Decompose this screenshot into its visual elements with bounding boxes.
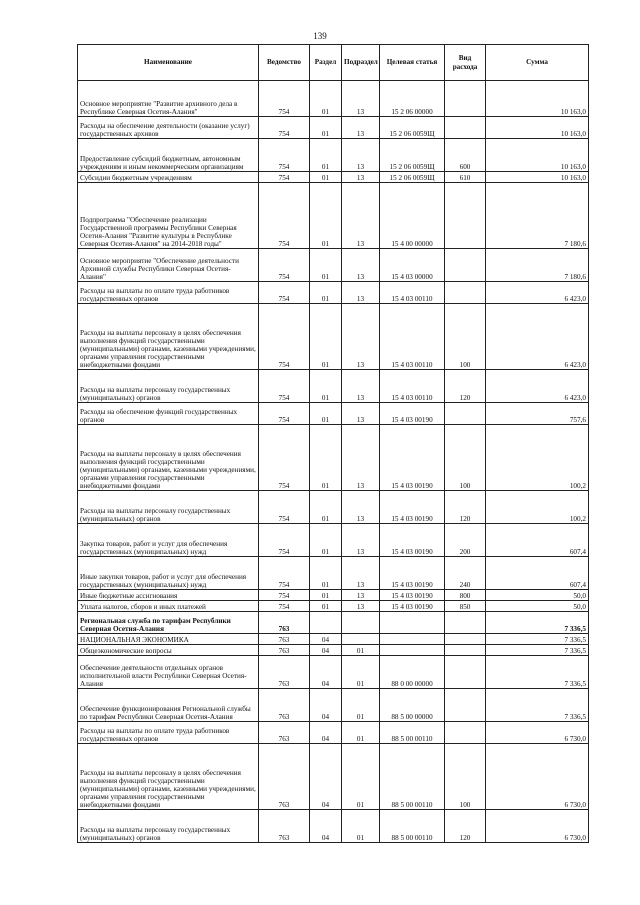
cell-podrazdel: 13 [342,491,380,524]
cell-name: Расходы на обеспечение деятельности (оказание услуг) государственных архивов [78,117,259,139]
cell-ved: 754 [259,172,310,183]
cell-podrazdel: 01 [342,689,380,722]
cell-name: Основное мероприятие "Развитие архивного дела в Республике Северная Осетия-Алания" [78,81,259,117]
cell-ved: 754 [259,403,310,425]
cell-razdel: 01 [310,590,342,601]
cell-vid: 120 [445,491,486,524]
budget-table [77,44,589,843]
table-row [78,634,589,645]
cell-name: Основное мероприятие "Обеспечение деятельности Архивной службы Республики Северная Осетия-Алания" [78,249,259,282]
cell-vid [445,117,486,139]
cell-statya: 15 4 03 00190 [380,590,445,601]
cell-statya: 88 5 00 00110 [380,722,445,744]
table-row [78,810,589,843]
table-row [78,81,589,117]
cell-statya: 15 4 03 00110 [380,304,445,370]
cell-statya: 15 4 03 00190 [380,557,445,590]
cell-ved: 754 [259,282,310,304]
cell-ved: 754 [259,183,310,249]
cell-vid [445,403,486,425]
cell-razdel: 01 [310,601,342,612]
cell-vid: 600 [445,139,486,172]
cell-summa: 10 163,0 [486,172,589,183]
cell-summa: 6 423,0 [486,282,589,304]
cell-name: Уплата налогов, сборов и иных платежей [78,601,259,612]
cell-ved: 754 [259,304,310,370]
table-row [78,557,589,590]
cell-ved: 763 [259,689,310,722]
table-row [78,722,589,744]
cell-vid [445,722,486,744]
cell-summa: 7 180,6 [486,249,589,282]
cell-podrazdel: 13 [342,139,380,172]
cell-razdel: 01 [310,425,342,491]
cell-razdel: 01 [310,304,342,370]
column-header-statya: Целевая статья [380,45,445,81]
cell-summa: 607,4 [486,524,589,557]
cell-podrazdel [342,612,380,634]
cell-statya: 15 2 06 0059Щ [380,139,445,172]
cell-vid: 100 [445,744,486,810]
table-row [78,172,589,183]
cell-podrazdel: 13 [342,304,380,370]
cell-vid: 800 [445,590,486,601]
cell-name: Расходы на выплаты по оплате труда работников государственных органов [78,722,259,744]
cell-name: Общеэкономические вопросы [78,645,259,656]
cell-razdel: 01 [310,370,342,403]
cell-razdel: 04 [310,656,342,689]
cell-vid: 240 [445,557,486,590]
cell-summa: 7 336,5 [486,645,589,656]
cell-podrazdel: 01 [342,656,380,689]
cell-summa: 6 730,0 [486,810,589,843]
cell-statya: 88 5 00 00000 [380,689,445,722]
table-row [78,656,589,689]
cell-ved: 754 [259,81,310,117]
cell-summa: 10 163,0 [486,117,589,139]
cell-razdel: 01 [310,117,342,139]
cell-ved: 754 [259,370,310,403]
cell-statya: 15 4 03 00190 [380,524,445,557]
cell-summa: 7 336,5 [486,612,589,634]
cell-statya: 15 4 03 00110 [380,282,445,304]
cell-razdel: 04 [310,634,342,645]
table-row [78,612,589,634]
cell-podrazdel: 13 [342,282,380,304]
column-header-vid: Вид расхода [445,45,486,81]
table-row [78,370,589,403]
table-row [78,139,589,172]
table-row [78,183,589,249]
table-row [78,425,589,491]
cell-statya: 15 4 03 00110 [380,370,445,403]
cell-statya [380,634,445,645]
cell-name: Расходы на выплаты персоналу государственных (муниципальных) органов [78,370,259,403]
cell-vid: 100 [445,425,486,491]
cell-name: Субсидии бюджетным учреждениям [78,172,259,183]
table-header-row [78,45,589,81]
cell-razdel: 01 [310,557,342,590]
table-row [78,282,589,304]
cell-razdel [310,612,342,634]
cell-ved: 754 [259,590,310,601]
cell-podrazdel: 13 [342,370,380,403]
cell-razdel: 01 [310,183,342,249]
cell-summa: 607,4 [486,557,589,590]
cell-summa: 100,2 [486,491,589,524]
cell-statya: 15 4 03 00190 [380,491,445,524]
cell-razdel: 01 [310,524,342,557]
table-row [78,689,589,722]
cell-podrazdel: 13 [342,557,380,590]
cell-ved: 754 [259,491,310,524]
cell-ved: 763 [259,722,310,744]
cell-podrazdel: 13 [342,524,380,557]
cell-podrazdel: 13 [342,425,380,491]
cell-podrazdel: 13 [342,81,380,117]
cell-podrazdel: 13 [342,117,380,139]
table-row [78,304,589,370]
cell-ved: 763 [259,810,310,843]
cell-summa: 50,0 [486,590,589,601]
cell-name: НАЦИОНАЛЬНАЯ ЭКОНОМИКА [78,634,259,645]
cell-name: Закупка товаров, работ и услуг для обеспечения государственных (муниципальных) нужд [78,524,259,557]
cell-podrazdel: 01 [342,744,380,810]
cell-vid: 120 [445,810,486,843]
cell-ved: 763 [259,656,310,689]
column-header-ved: Ведомство [259,45,310,81]
cell-razdel: 01 [310,139,342,172]
cell-vid [445,689,486,722]
cell-vid: 200 [445,524,486,557]
cell-podrazdel: 01 [342,722,380,744]
cell-summa: 7 180,6 [486,183,589,249]
cell-statya: 15 4 03 00190 [380,601,445,612]
column-header-name: Наименование [78,45,259,81]
cell-vid: 850 [445,601,486,612]
cell-statya: 88 5 00 00110 [380,744,445,810]
cell-summa: 6 730,0 [486,722,589,744]
cell-name: Расходы на выплаты персоналу в целях обеспечения выполнения функций государственными (муниципальными) органами, казенными учреждениями, органами управления государственными внебюджетными фондами [78,425,259,491]
cell-name: Подпрограмма "Обеспечение реализации Государственной программы Республики Северная Осетия-Алания "Развитие культуры в Республике Северная Осетия-Алания" на 2014-2018 годы" [78,183,259,249]
cell-razdel: 04 [310,689,342,722]
cell-razdel: 04 [310,645,342,656]
cell-podrazdel: 01 [342,645,380,656]
cell-statya [380,612,445,634]
cell-ved: 763 [259,612,310,634]
cell-vid [445,282,486,304]
cell-summa: 7 336,5 [486,689,589,722]
cell-podrazdel: 01 [342,810,380,843]
cell-razdel: 01 [310,491,342,524]
table-row [78,744,589,810]
column-header-summa: Сумма [486,45,589,81]
cell-name: Иные бюджетные ассигнования [78,590,259,601]
cell-ved: 763 [259,645,310,656]
cell-statya: 15 4 00 00000 [380,183,445,249]
cell-name: Расходы на выплаты персоналу в целях обеспечения выполнения функций государственными (муниципальными) органами, казенными учреждениями, органами управления государственными внебюджетными фондами [78,744,259,810]
table-row [78,491,589,524]
cell-podrazdel [342,634,380,645]
cell-podrazdel: 13 [342,172,380,183]
cell-name: Обеспечение функционирования Региональной службы по тарифам Республики Северная Осетия-Алания [78,689,259,722]
cell-statya: 15 2 06 0059Щ [380,172,445,183]
cell-ved: 754 [259,601,310,612]
cell-vid: 610 [445,172,486,183]
cell-razdel: 01 [310,172,342,183]
table-row [78,117,589,139]
cell-name: Предоставление субсидий бюджетным, автономным учреждениям и иным некоммерческим организациям [78,139,259,172]
cell-vid [445,183,486,249]
table-row [78,590,589,601]
table-row [78,524,589,557]
cell-summa: 7 336,5 [486,634,589,645]
cell-ved: 754 [259,117,310,139]
table-row [78,601,589,612]
cell-summa: 100,2 [486,425,589,491]
cell-razdel: 01 [310,249,342,282]
page-number: 139 [313,31,327,41]
cell-statya: 88 0 00 00000 [380,656,445,689]
cell-name: Обеспечение деятельности отдельных органов исполнительной власти Республики Северная Осетия-Алания [78,656,259,689]
cell-name: Расходы на выплаты персоналу государственных (муниципальных) органов [78,491,259,524]
cell-podrazdel: 13 [342,183,380,249]
table-row [78,249,589,282]
cell-statya [380,645,445,656]
cell-razdel: 01 [310,81,342,117]
cell-summa: 757,6 [486,403,589,425]
cell-vid [445,81,486,117]
column-header-podrazdel: Подраздел [342,45,380,81]
cell-summa: 10 163,0 [486,139,589,172]
column-header-razdel: Раздел [310,45,342,81]
cell-statya: 15 2 06 00000 [380,81,445,117]
cell-podrazdel: 13 [342,249,380,282]
cell-summa: 50,0 [486,601,589,612]
cell-podrazdel: 13 [342,601,380,612]
cell-name: Расходы на выплаты персоналу в целях обеспечения выполнения функций государственными (муниципальными) органами, казенными учреждениями, органами управления государственными внебюджетными фондами [78,304,259,370]
cell-podrazdel: 13 [342,590,380,601]
cell-ved: 754 [259,524,310,557]
cell-summa: 10 163,0 [486,81,589,117]
table-row [78,403,589,425]
cell-razdel: 04 [310,722,342,744]
cell-vid: 120 [445,370,486,403]
cell-razdel: 04 [310,810,342,843]
cell-summa: 6 730,0 [486,744,589,810]
cell-razdel: 04 [310,744,342,810]
cell-name: Региональная служба по тарифам Республики Северная Осетия-Алания [78,612,259,634]
cell-summa: 6 423,0 [486,304,589,370]
cell-statya: 88 5 00 00110 [380,810,445,843]
cell-statya: 15 4 03 00000 [380,249,445,282]
cell-ved: 763 [259,744,310,810]
cell-name: Расходы на обеспечение функций государственных органов [78,403,259,425]
cell-summa: 6 423,0 [486,370,589,403]
cell-statya: 15 2 06 0059Щ [380,117,445,139]
cell-vid [445,612,486,634]
cell-ved: 754 [259,557,310,590]
cell-vid [445,645,486,656]
cell-name: Расходы на выплаты по оплате труда работников государственных органов [78,282,259,304]
cell-podrazdel: 13 [342,403,380,425]
cell-name: Иные закупки товаров, работ и услуг для обеспечения государственных (муниципальных) нужд [78,557,259,590]
table-row [78,645,589,656]
cell-ved: 754 [259,139,310,172]
cell-name: Расходы на выплаты персоналу государственных (муниципальных) органов [78,810,259,843]
cell-vid [445,634,486,645]
cell-vid [445,656,486,689]
table-body [78,81,589,843]
cell-summa: 7 336,5 [486,656,589,689]
cell-ved: 754 [259,249,310,282]
cell-statya: 15 4 03 00190 [380,403,445,425]
cell-vid [445,249,486,282]
cell-vid: 100 [445,304,486,370]
cell-razdel: 01 [310,282,342,304]
cell-statya: 15 4 03 00190 [380,425,445,491]
cell-ved: 763 [259,634,310,645]
cell-ved: 754 [259,425,310,491]
cell-razdel: 01 [310,403,342,425]
